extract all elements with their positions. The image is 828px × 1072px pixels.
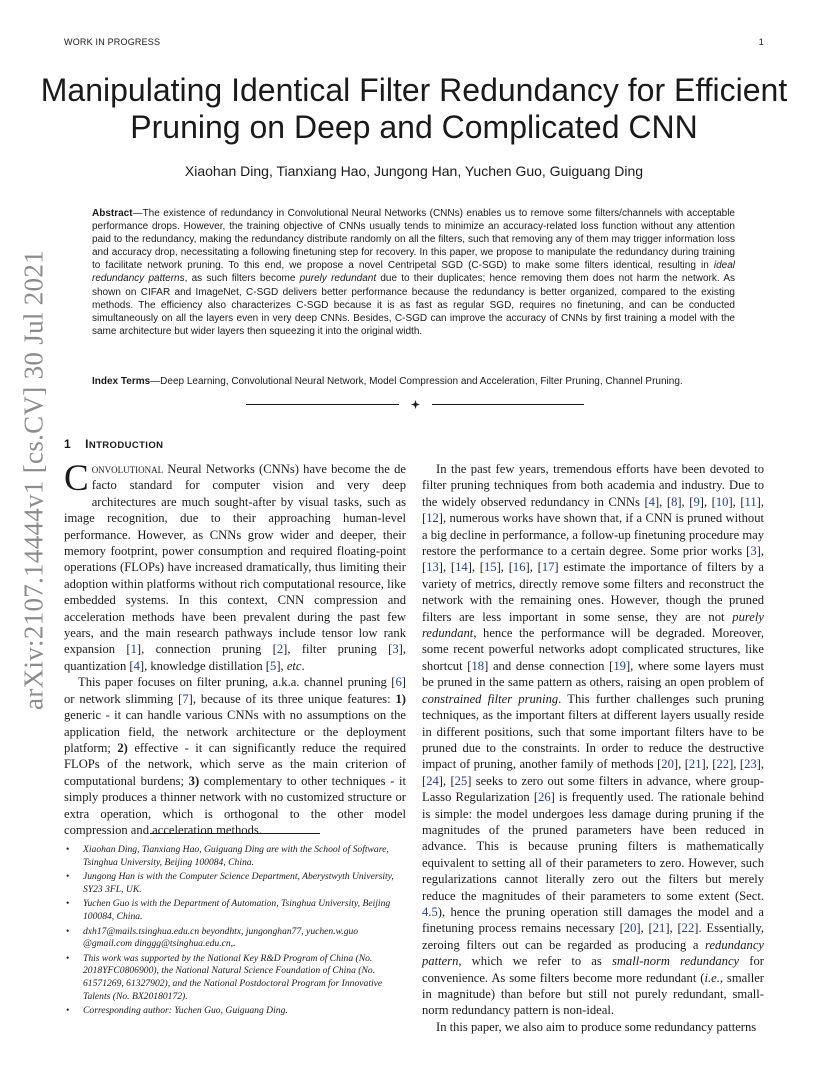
citation-link[interactable]: 10: [715, 494, 729, 509]
footnote-text: Jungong Han is with the Computer Science Department, Aberystwyth University, SY23 3FL, UK.: [83, 871, 394, 895]
citation-link[interactable]: 13: [426, 560, 439, 575]
paper-title: Manipulating Identical Filter Redundancy for Efficient Pruning on Deep and Complicated CNN: [40, 72, 788, 145]
arxiv-stamp: arXiv:2107.14444v1 [cs.CV] 30 Jul 2021: [18, 250, 49, 710]
divider-rule: [246, 404, 399, 405]
footnote-item: [64, 898, 406, 923]
citation-link[interactable]: 9: [693, 494, 700, 509]
body-text: ], numerous works have shown that, if a CNN is pruned without a big decline in performance, a follow-up finetuning procedure may restore the performance to a certain degree. Some prior works [: [422, 511, 764, 559]
bold-marker: 1): [395, 691, 406, 706]
body-text: ], [: [467, 560, 485, 575]
body-text: ], [: [728, 494, 745, 509]
footnote-item: [64, 844, 406, 869]
footnote-item: [64, 871, 406, 896]
body-text: ] and dense connection [: [484, 658, 614, 673]
body-text: ], [: [438, 560, 456, 575]
body-text: ] seeks to zero out some filters in advance, where group-Lasso Regularization [: [422, 773, 764, 805]
body-text: ], [: [422, 544, 764, 575]
body-paragraph: In this paper, we also aim to produce some redundancy patterns: [436, 1019, 757, 1034]
body-text: . This further challenges such pruning techniques, as the important filters at different layers usually reside in different positions, such that some important filters have to be pruned due to the constraints. In order to reduce the destructive impact of pruning, another family of methods [: [422, 691, 764, 772]
citation-link[interactable]: 24: [426, 773, 439, 788]
footnote-rule: [150, 833, 320, 834]
citation-link[interactable]: 21: [652, 921, 666, 936]
running-head-label: WORK IN PROGRESS: [64, 37, 161, 47]
citation-link[interactable]: 18: [471, 658, 485, 673]
running-head: [64, 37, 764, 47]
emphasis-text: purely redundant: [422, 609, 764, 641]
citation-link[interactable]: 21: [688, 757, 702, 772]
body-text: ), hence the pruning operation still damages the model and a finetuning process remains necessary [: [422, 904, 764, 936]
body-text: ] or network slimming [: [64, 675, 406, 706]
body-text: ], quantization [: [64, 642, 406, 673]
citation-link[interactable]: 4: [133, 658, 140, 673]
body-text: ], because of its three unique features:: [188, 691, 396, 706]
body-text: generic - it can handle various CNNs with no assumptions on the application field, the network architecture or the deployment platform;: [64, 708, 406, 755]
bold-marker: 2): [117, 740, 128, 755]
abstract-emphasis: purely redundant: [299, 273, 377, 285]
section-divider: [246, 398, 584, 410]
bullet-icon: •: [66, 898, 70, 910]
emphasis-text: constrained filter pruning: [422, 691, 559, 706]
body-text: ] is frequently used. The rationale behind is simple: the model undergoes less damage during pruning if the magnitudes of the pruned parameters have been reduced in advance. This is because pruning filters is mathematically equivalent to setting all of their parameters to zero. However, such regularizations cannot literally zero out the filters but merely reduce the magnitudes of their parameters to some extent (Sect.: [422, 790, 764, 903]
page-number: 1: [758, 37, 764, 47]
footnote-item: [64, 926, 406, 951]
abstract: [92, 207, 735, 338]
right-column: [422, 461, 764, 1035]
citation-link[interactable]: 3: [750, 544, 757, 559]
citation-link[interactable]: 14: [455, 560, 468, 575]
body-text: for convenience. As some filters become more redundant (: [422, 954, 764, 985]
body-text: ], [: [665, 921, 682, 936]
footnote-item: [64, 953, 406, 1003]
drop-cap: C: [64, 458, 89, 499]
citation-link[interactable]: 19: [613, 658, 626, 673]
body-paragraph: [422, 461, 764, 1019]
citation-link[interactable]: 23: [744, 757, 757, 772]
emphasis-text: redundancy pattern: [422, 937, 764, 969]
left-column: [64, 458, 406, 838]
citation-link[interactable]: 3: [392, 642, 399, 657]
body-text: ], [: [729, 757, 745, 772]
body-text: ] estimate the importance of filters by a variety of metrics, directly remove some filters and reconstruct the network with the remaining ones. However, though the pruned filters are less important in some sense, they are not: [422, 560, 765, 624]
citation-link[interactable]: 6: [395, 675, 402, 690]
body-text: , which we refer to as: [458, 954, 612, 969]
body-text: ], [: [654, 494, 672, 509]
author-list: Xiaohan Ding, Tianxiang Hao, Jungong Han, Yuchen Guo, Guiguang Ding: [184, 163, 644, 179]
footnote-text: Corresponding author: Yuchen Guo, Guiguang Ding.: [83, 1005, 288, 1017]
body-text: .: [301, 658, 305, 673]
citation-link[interactable]: 8: [671, 494, 678, 509]
divider-rule: [432, 404, 585, 405]
smallcaps-lead: onvolutional: [91, 462, 164, 476]
body-text: complementary to other techniques - it simply produces a thinner network with no customized structure or extra operation, which is orthogonal to the other model compression and acceleration methods.: [64, 773, 406, 837]
body-text: ], [: [525, 560, 542, 575]
four-point-star-icon: [411, 400, 420, 409]
index-terms-label: Index Terms: [92, 376, 151, 387]
body-text: ], knowledge distillation [: [139, 658, 271, 673]
bullet-icon: •: [66, 844, 70, 855]
citation-link[interactable]: 2: [276, 642, 284, 657]
citation-link[interactable]: 16: [512, 560, 526, 575]
citation-link[interactable]: 26: [538, 790, 551, 805]
abstract-text: , as such filters become: [184, 273, 300, 285]
footnote-text: dxh17@mails.tsinghua.edu.cn beyondhtx, jungonghan77, yuchen.w.guo @gmail.com dinggg@tsinghua.edu.cn,.: [83, 925, 359, 950]
body-text: ], [: [422, 494, 765, 526]
citation-link[interactable]: 22: [716, 757, 730, 772]
body-text: Neural Networks (CNNs) have become the de facto standard for computer vision and very deep architectures are much sought-after by visual tasks, such as image recognition, due to their approaching human-level performance. However, as CNNs grow wider and deeper, their memory footprint, power consumption and required floating-point operations (FLOPs) have increased dramatically, thus limiting their adoption within platforms without rich computational resource, like embedded systems. In this context, CNN compression and acceleration methods have been prevalent during the past few years, and the main research pathways include tensor low rank expansion [: [64, 462, 406, 657]
body-text: ],: [276, 658, 287, 673]
abstract-text: due to their duplicates; hence removing them does not harm the network. As shown on CIFAR and ImageNet, C-SGD delivers better performance because the redundancy is better organized, compared to the existing methods. The efficiency also characterizes C-SGD because it is as fast as regular SGD, requires no finetuning, and can be conducted simultaneously on all the layers even in very deep CNNs. Besides, C-SGD can improve the accuracy of CNNs by first training a model with the same architecture but wider layers then squeezing it into the original width.: [92, 273, 735, 337]
index-terms: [92, 376, 772, 387]
abstract-text: —The existence of redundancy in Convolutional Neural Networks (CNNs) enables us to remove some filters/channels with acceptable performance drops. However, the training objective of CNNs usually tends to minimize an accuracy-related loss function without any attention paid to the redundancy, making the redundancy distribute randomly on all the filters, such that removing any of them may trigger information loss and accuracy drop, necessitating a following finetuning step for recovery. In this paper, we propose to manipulate the redundancy during training to facilitate network pruning. To this end, we propose a novel Centripetal SGD (C-SGD) to make some filters identical, resulting in: [92, 208, 735, 272]
body-text: ], [: [636, 921, 653, 936]
body-text: This paper focuses on filter pruning, a.k.a. channel pruning [: [78, 675, 396, 690]
citation-link[interactable]: 7: [182, 691, 189, 706]
bold-marker: 3): [188, 773, 200, 788]
section-title-rest: NTRODUCTION: [88, 440, 164, 451]
section-title-initial: I: [85, 437, 89, 451]
body-text: ]. Essentially, zeroing filters out can be regarded as producing a: [422, 921, 764, 952]
citation-link[interactable]: 12: [426, 511, 439, 526]
body-text: , hence the performance will be degraded. Moreover, some recent powerful networks adopt complicated structures, like shortcut [: [422, 626, 764, 673]
citation-link[interactable]: 20: [661, 757, 674, 772]
footnote-text: Xiaohan Ding, Tianxiang Hao, Guiguang Ding are with the School of Software, Tsinghua University, Beijing 100084, China.: [83, 844, 389, 868]
abstract-emphasis: ideal redundancy patterns: [92, 260, 735, 285]
body-paragraph: [64, 458, 406, 674]
section-number: 1: [64, 437, 72, 451]
body-text: ], where some layers must be pruned in the same pattern as others, raising an open problem of: [422, 658, 764, 690]
footnote-text: This work was supported by the National Key R&D Program of China (No. 2018YFC0806900), the National Natural Science Foundation of China (No. 61571269, 61327902), and the National Postdoctoral Program for Innovative Talents (No. BX20180172).: [83, 952, 383, 1002]
body-text: ], [: [673, 757, 689, 772]
body-text: In the past few years, tremendous efforts have been devoted to filter pruning techniques from both academia and industry. Due to the widely observed redundancy in CNNs [: [422, 462, 764, 509]
citation-link[interactable]: 20: [623, 921, 637, 936]
index-terms-text: —Deep Learning, Convolutional Neural Network, Model Compression and Acceleration, Filter Pruning, Channel Pruning.: [150, 376, 683, 387]
bullet-icon: •: [66, 1005, 70, 1017]
citation-link[interactable]: 25: [454, 773, 468, 788]
body-text: effective - it can significantly reduce the required FLOPs of the network, which serve as the main criterion of computational burdens;: [64, 740, 406, 788]
body-text: ], [: [699, 494, 716, 509]
bullet-icon: •: [66, 952, 70, 964]
section-heading: [64, 437, 163, 451]
footnote-item: [64, 1005, 406, 1018]
emphasis-text: i.e.: [704, 970, 720, 985]
emphasis-text: small-norm redundancy: [611, 954, 740, 969]
body-text: ], [: [701, 757, 717, 772]
footnote-list: [64, 844, 406, 1020]
footnote-text: Yuchen Guo is with the Department of Automation, Tsinghua University, Beijing 100084, China.: [83, 898, 391, 922]
citation-link[interactable]: 11: [744, 494, 757, 509]
body-text: ], filter pruning [: [283, 642, 393, 657]
citation-link[interactable]: 22: [681, 921, 695, 936]
citation-link[interactable]: 5: [270, 658, 277, 673]
emphasis-text: etc: [286, 658, 302, 673]
body-text: ], [: [438, 773, 455, 788]
body-text: ], connection pruning [: [136, 642, 277, 657]
body-text: , smaller in magnitude) than before but still not purely redundant, small-norm redundancy pattern is non-ideal.: [422, 970, 764, 1018]
abstract-label: Abstract: [92, 208, 133, 219]
citation-link[interactable]: 4: [648, 494, 655, 509]
citation-link[interactable]: 1: [130, 642, 137, 657]
citation-link[interactable]: 15: [484, 560, 497, 575]
body-text: ], [: [422, 757, 765, 788]
section-link[interactable]: 4.5: [422, 904, 438, 919]
body-paragraph: [64, 674, 406, 838]
bullet-icon: •: [66, 925, 70, 937]
bullet-icon: •: [66, 871, 70, 883]
body-text: ], [: [496, 560, 513, 575]
body-text: ], [: [677, 494, 694, 509]
citation-link[interactable]: 17: [541, 560, 555, 575]
